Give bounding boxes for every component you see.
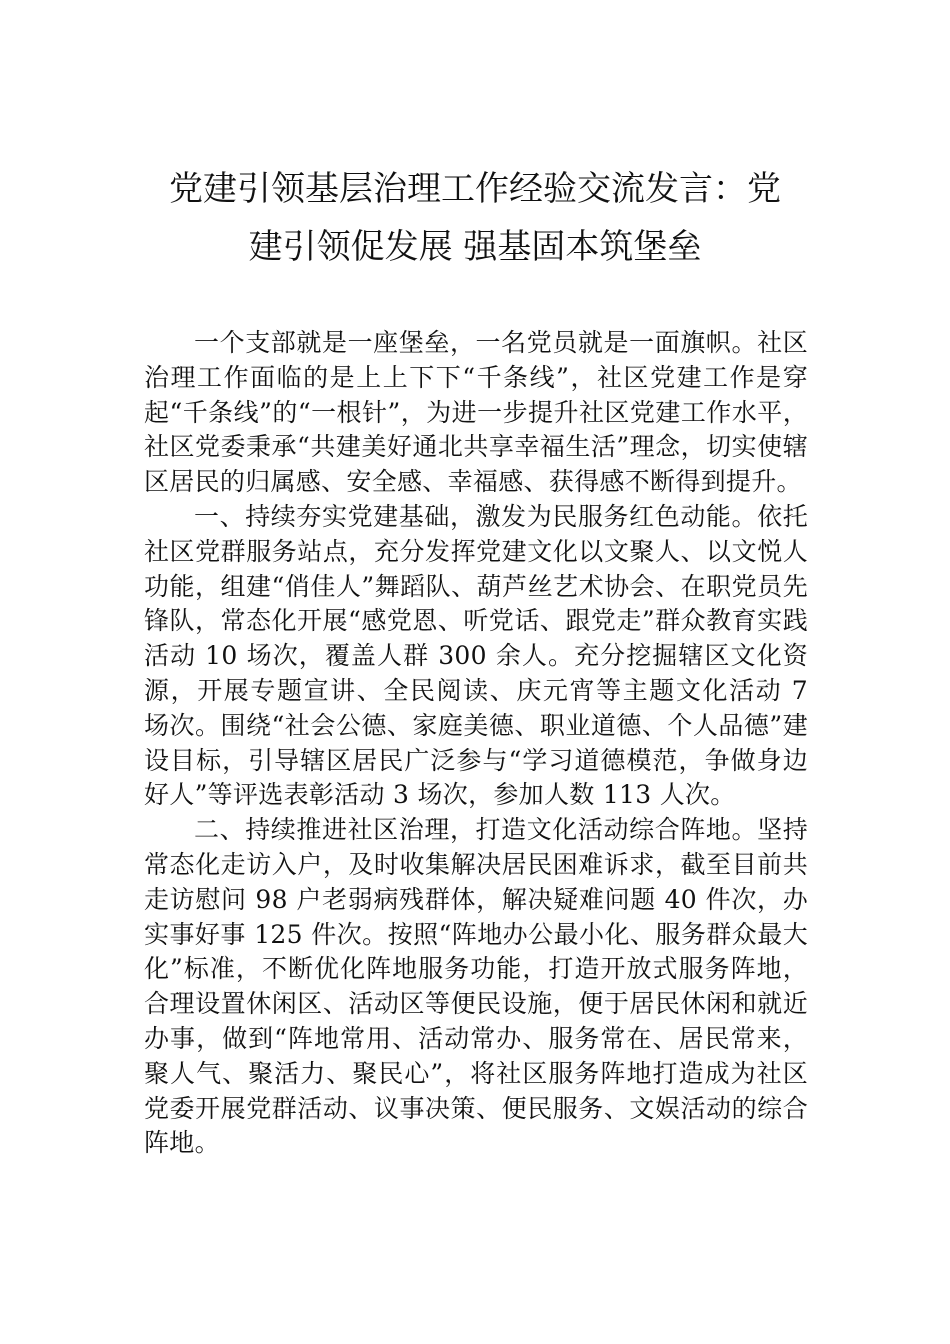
title-line-1: 党建引领基层治理工作经验交流发言：党	[169, 169, 781, 209]
paragraph-intro: 一个支部就是一座堡垒，一名党员就是一面旗帜。社区治理工作面临的是上上下下“千条线”，社区党建工作是穿起“千条线”的“一根针”，为进一步提升社区党建工作水平，社区党委秉承“共建美好通北共享幸福生活”理念，切实使辖区居民的归属感、安全感、幸福感、获得感不断得到提升。	[144, 328, 808, 497]
paragraph-section-one: 一、持续夯实党建基础，激发为民服务红色动能。依托社区党群服务站点，充分发挥党建文化以文聚人、以文悦人功能，组建“俏佳人”舞蹈队、葫芦丝艺术协会、在职党员先锋队，常态化开展“感党恩、听党话、跟党走”群众教育实践活动 10 场次，覆盖人群 300 余人。充分挖掘辖区文化资源，开展专题宣讲、全民阅读、庆元宵等主题文化活动 7 场次。围绕“社会公德、家庭美德、职业道德、个人品德”建设目标，引导辖区居民广泛参与“学习道德模范，争做身边好人”等评选表彰活动 3 场次，参加人数 113 人次。	[144, 501, 808, 810]
paragraph-section-two: 二、持续推进社区治理，打造文化活动综合阵地。坚持常态化走访入户，及时收集解决居民困难诉求，截至目前共走访慰问 98 户老弱病残群体，解决疑难问题 40 件次，办实事好事 125 件次。按照“阵地办公最小化、服务群众最大化”标准，不断优化阵地服务功能，打造开放式服务阵地，合理设置休闲区、活动区等便民设施，便于居民休闲和就近办事，做到“阵地常用、活动常办、服务常在、居民常来，聚人气、聚活力、聚民心”，将社区服务阵地打造成为社区党委开展党群活动、议事决策、便民服务、文娱活动的综合阵地。	[144, 815, 808, 1158]
document-body	[144, 326, 808, 1161]
title-line-2: 建引领促发展 强基固本筑堡垒	[248, 227, 702, 267]
document-title	[140, 160, 810, 276]
